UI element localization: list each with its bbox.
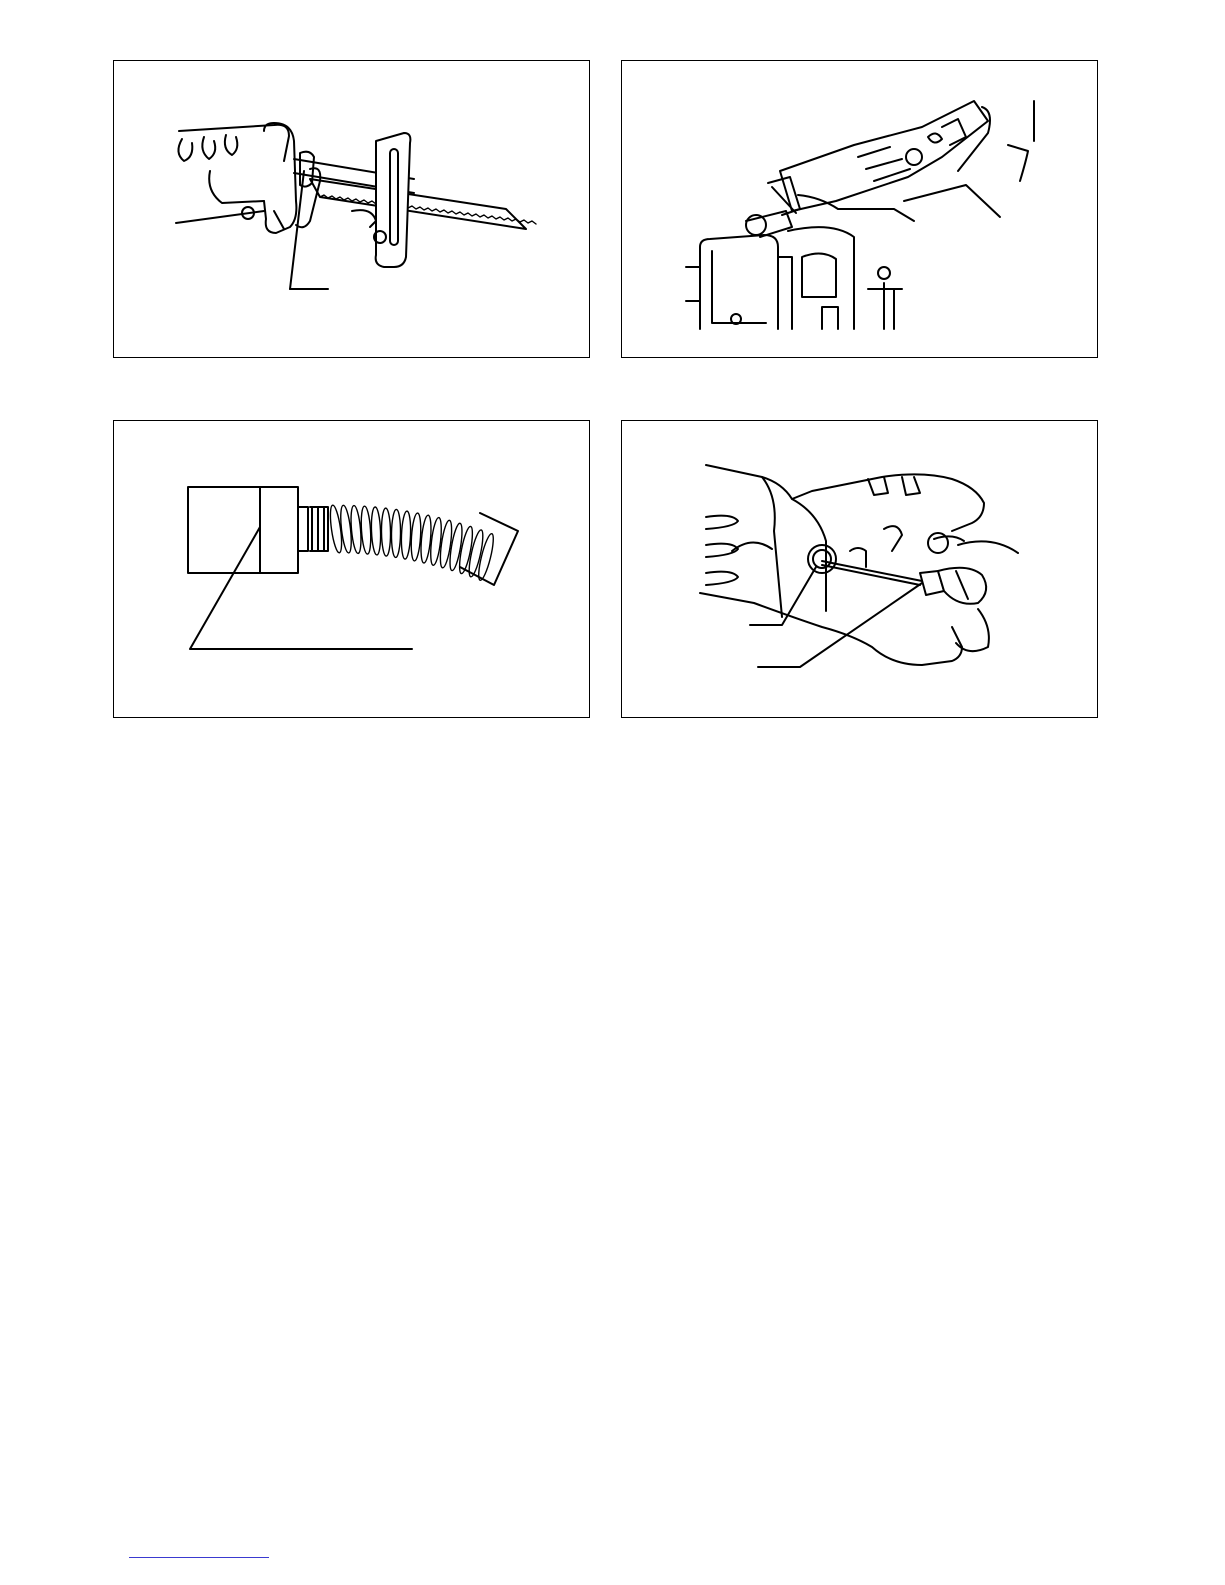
blade-clamp-illustration xyxy=(114,61,591,359)
spring-coil xyxy=(360,506,372,554)
spring-coil xyxy=(391,509,401,557)
spring-coil xyxy=(401,511,412,559)
carbon-brush-illustration xyxy=(114,421,591,719)
spring-coil xyxy=(371,507,382,555)
saw-cutting-in-vise-illustration xyxy=(622,61,1099,359)
spring-coil xyxy=(476,533,496,582)
footer-link-underline[interactable] xyxy=(129,1557,269,1558)
figure-blade-clamp xyxy=(113,60,590,358)
spring-coil xyxy=(381,508,391,556)
figure-carbon-brush xyxy=(113,420,590,718)
figure-cutting-in-vise xyxy=(621,60,1098,358)
figure-brush-holder-cap xyxy=(621,420,1098,718)
spring-coil xyxy=(410,513,422,561)
spring-coils xyxy=(328,505,496,582)
brush-holder-cap-screwdriver-illustration xyxy=(622,421,1099,719)
